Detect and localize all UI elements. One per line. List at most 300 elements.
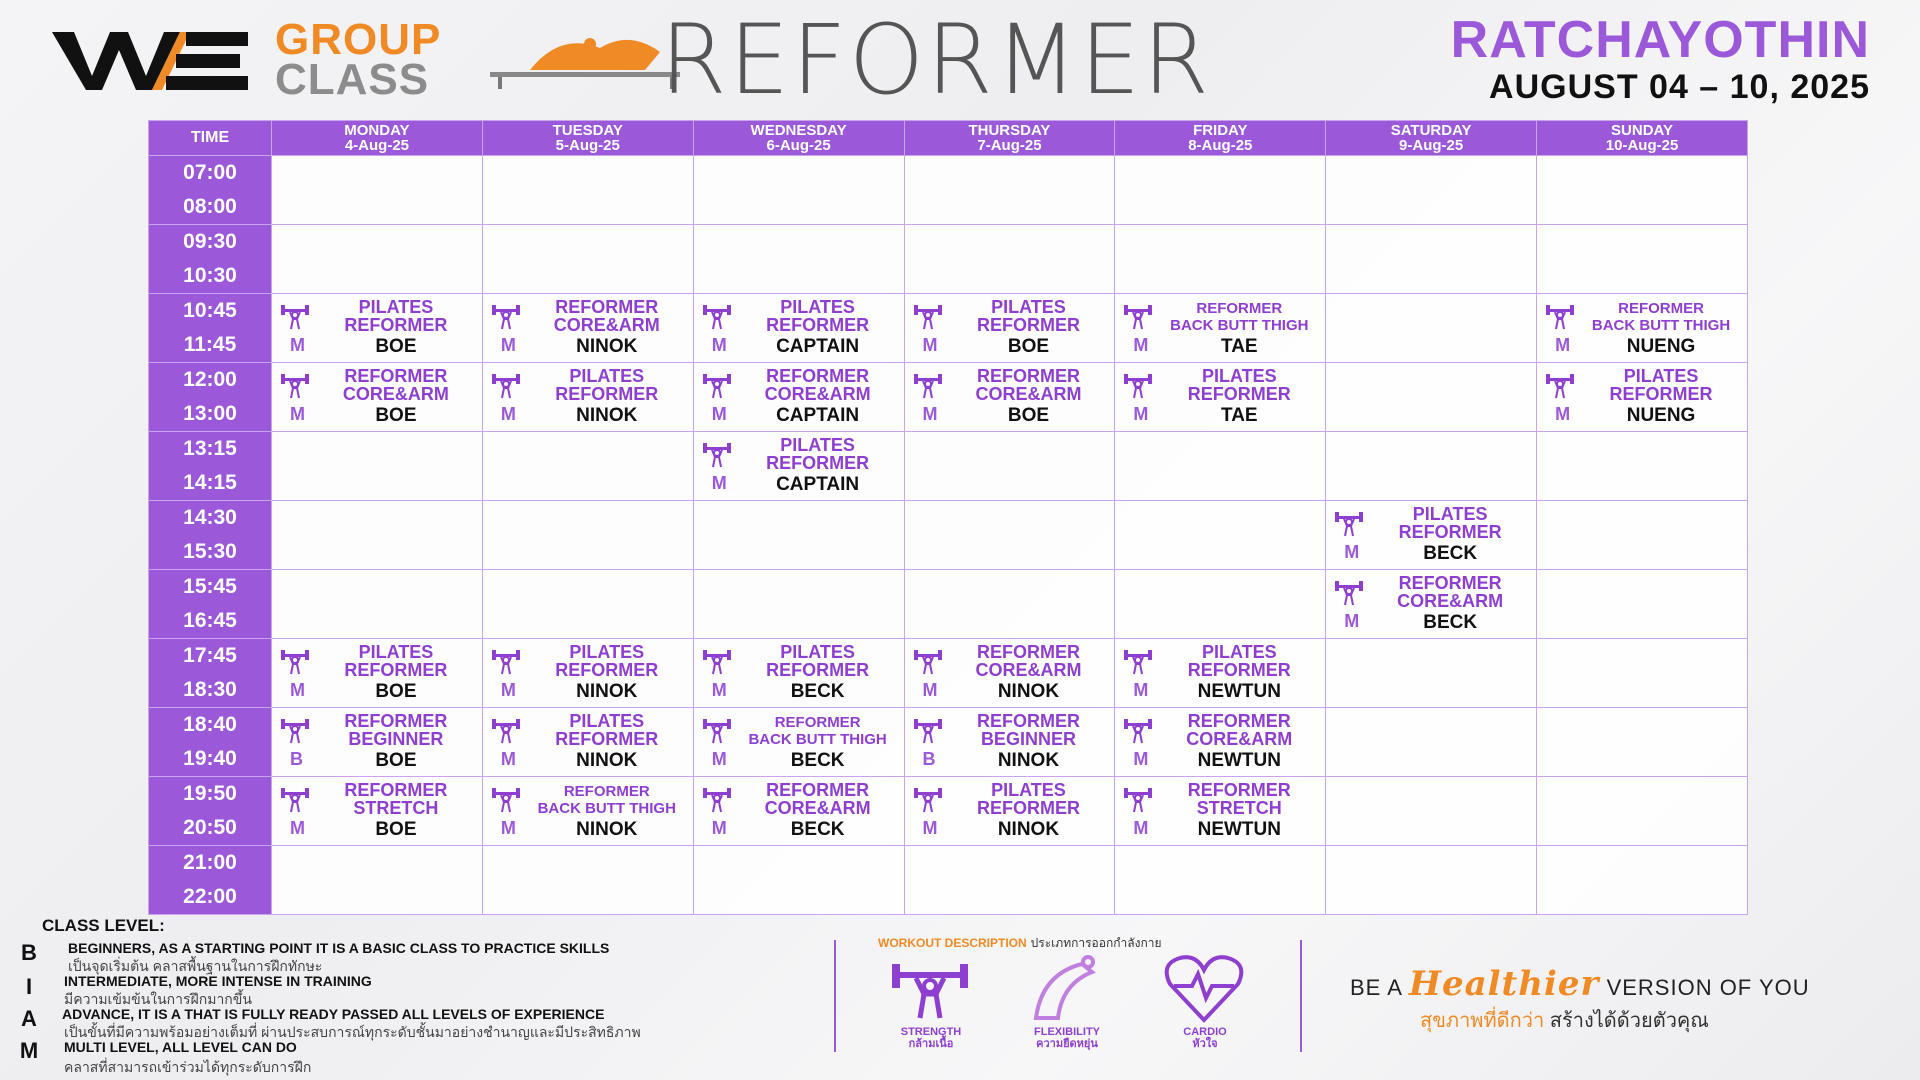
class-name-line2: REFORMER	[1187, 384, 1291, 404]
schedule-cell	[1537, 777, 1748, 846]
class-entry[interactable]	[1115, 777, 1325, 845]
class-name-line2: REFORMER	[344, 315, 448, 335]
schedule-cell	[1115, 708, 1326, 777]
class-name-line1: PILATES	[569, 711, 645, 731]
time-slot	[149, 501, 272, 570]
class-entry[interactable]	[1537, 363, 1747, 431]
strength-icon	[1334, 509, 1364, 537]
class-entry[interactable]	[272, 777, 482, 845]
class-name	[525, 367, 689, 403]
class-name	[314, 781, 478, 817]
class-entry[interactable]	[694, 363, 904, 431]
class-level: M	[500, 749, 516, 769]
class-name-line2: CORE&ARM	[764, 798, 871, 818]
table-row	[149, 156, 1748, 225]
trainer-name: NUENG	[1626, 336, 1696, 357]
class-entry[interactable]	[1115, 639, 1325, 707]
class-name-line2: CORE&ARM	[975, 384, 1082, 404]
class-entry[interactable]	[905, 777, 1115, 845]
table-row	[149, 846, 1748, 915]
class-name-line1: REFORMER	[976, 366, 1080, 386]
schedule-cell	[1537, 570, 1748, 639]
level-code-b: B	[21, 940, 37, 965]
schedule-cell	[1326, 501, 1537, 570]
time-start: 17:45	[183, 644, 237, 667]
class-name-line1: PILATES	[358, 642, 434, 662]
class-name-line1: REFORMER	[976, 711, 1080, 731]
strength-icon	[491, 302, 521, 330]
strength-icon	[1123, 647, 1153, 675]
day-date: 6-Aug-25	[766, 137, 831, 154]
schedule-cell	[482, 363, 693, 432]
time-slot	[149, 294, 272, 363]
class-name-line2: BEGINNER	[348, 729, 444, 749]
class-entry[interactable]	[483, 363, 693, 431]
schedule-cell	[1115, 501, 1326, 570]
class-name-line2: BACK BUTT THIGH	[1170, 317, 1309, 334]
schedule-cell	[482, 570, 693, 639]
schedule-cell	[693, 432, 904, 501]
level-code-m: M	[19, 1038, 39, 1063]
trainer-name: NEWTUN	[1197, 681, 1281, 702]
class-name-line2: REFORMER	[555, 729, 659, 749]
class-level: M	[922, 404, 938, 424]
class-name-line2: BACK BUTT THIGH	[1591, 317, 1731, 334]
class-name-line2: CORE&ARM	[1397, 591, 1504, 611]
strength-icon	[702, 440, 732, 468]
class-name	[947, 367, 1111, 403]
location-block	[1451, 12, 1870, 106]
class-level: M	[1555, 404, 1571, 424]
class-entry[interactable]	[272, 708, 482, 776]
schedule-grid	[148, 120, 1748, 915]
class-entry[interactable]	[905, 708, 1115, 776]
schedule-cell	[1326, 363, 1537, 432]
trainer-name: NINOK	[576, 750, 638, 771]
class-name	[1157, 367, 1321, 403]
class-entry[interactable]	[905, 363, 1115, 431]
class-name-line2: REFORMER	[1187, 660, 1291, 680]
class-level: B	[290, 749, 303, 769]
cardio-label: CARDIO หัวใจ	[1183, 1026, 1227, 1050]
class-name	[314, 643, 478, 679]
level-desc-i-th: มีความเข้มข้นในการฝึกมากขึ้น	[64, 991, 252, 1007]
class-name-line2: REFORMER	[344, 660, 448, 680]
schedule-cell	[1326, 639, 1537, 708]
class-name-line2: CORE&ARM	[553, 315, 660, 335]
class-name-line1: PILATES	[1412, 504, 1488, 524]
schedule-cell	[482, 639, 693, 708]
class-name-line1: REFORMER	[774, 714, 861, 731]
class-name	[736, 367, 900, 403]
time-start: 07:00	[183, 161, 237, 184]
trainer-name: BOE	[375, 405, 417, 426]
location-name: RATCHAYOTHIN	[1450, 11, 1870, 69]
time-slot	[149, 639, 272, 708]
class-name-line1: PILATES	[1201, 366, 1277, 386]
schedule-cell	[693, 363, 904, 432]
strength-icon	[913, 302, 943, 330]
schedule-cell	[482, 846, 693, 915]
strength-icon	[1123, 716, 1153, 744]
level-desc-b-th: เป็นจุดเริ่มต้น คลาสพื้นฐานในการฝึกทักษะ	[68, 958, 323, 974]
schedule-cell	[272, 156, 483, 225]
time-start: 13:15	[183, 437, 237, 460]
trainer-name: NEWTUN	[1197, 750, 1281, 771]
day-header-saturday	[1326, 121, 1537, 156]
schedule-cell	[1326, 225, 1537, 294]
flexibility-label: FLEXIBILITY ความยืดหยุ่น	[1034, 1026, 1100, 1050]
class-name-line1: REFORMER	[1187, 780, 1291, 800]
class-name-line2: REFORMER	[976, 315, 1080, 335]
class-entry[interactable]	[1537, 294, 1747, 362]
schedule-cell	[1115, 294, 1326, 363]
strength-icon	[280, 785, 310, 813]
day-name: MONDAY	[344, 122, 410, 139]
class-level: M	[1555, 335, 1571, 355]
class-name-line1: REFORMER	[766, 366, 870, 386]
schedule-cell	[904, 777, 1115, 846]
level-desc-a-th: เป็นขั้นที่มีความพร้อมอย่างเต็มที่ ผ่านประสบการณ์ทุกระดับชั้นมาอย่างชำนาญและมีประสิทธิภาพ	[64, 1024, 641, 1040]
table-row	[149, 225, 1748, 294]
class-name-line1: REFORMER	[976, 642, 1080, 662]
strength-label: STRENGTH กล้ามเนื้อ	[900, 1026, 962, 1050]
schedule-cell	[1326, 846, 1537, 915]
class-entry[interactable]	[483, 777, 693, 845]
time-start: 15:45	[183, 575, 237, 598]
class-name	[1157, 300, 1321, 334]
class-entry[interactable]	[483, 708, 693, 776]
schedule-cell	[272, 432, 483, 501]
time-start: 10:45	[183, 299, 237, 322]
class-entry[interactable]	[272, 294, 482, 362]
schedule-cell	[693, 708, 904, 777]
strength-icon	[280, 371, 310, 399]
class-name-line1: PILATES	[780, 642, 855, 662]
class-level: M	[711, 473, 727, 493]
class-level: M	[1133, 680, 1149, 700]
schedule-cell	[1115, 570, 1326, 639]
class-name-line1: PILATES	[780, 297, 855, 317]
class-name-line2: REFORMER	[1609, 384, 1713, 404]
time-end: 14:15	[183, 471, 237, 494]
class-name-line2: BACK BUTT THIGH	[748, 731, 887, 748]
trainer-name: NEWTUN	[1197, 819, 1281, 840]
class-name	[947, 643, 1111, 679]
class-name-line2: REFORMER	[766, 315, 870, 335]
trainer-name: NINOK	[997, 750, 1060, 771]
schedule-cell	[904, 846, 1115, 915]
strength-icon	[491, 716, 521, 744]
schedule-cell	[1537, 708, 1748, 777]
schedule-cell	[272, 708, 483, 777]
level-code-a: A	[21, 1006, 37, 1031]
class-entry[interactable]	[1115, 294, 1325, 362]
class-name-line2: CORE&ARM	[764, 384, 871, 404]
strength-icon	[913, 785, 943, 813]
time-start: 12:00	[183, 368, 237, 391]
schedule-cell	[904, 570, 1115, 639]
schedule-cell	[1115, 225, 1326, 294]
table-row	[149, 708, 1748, 777]
trainer-name: CAPTAIN	[776, 474, 860, 495]
trainer-name: BOE	[375, 750, 417, 771]
day-name: THURSDAY	[968, 122, 1051, 139]
time-slot	[149, 846, 272, 915]
schedule-cell	[272, 225, 483, 294]
schedule-cell	[1115, 639, 1326, 708]
class-name-line1: PILATES	[358, 297, 434, 317]
class-entry[interactable]	[1115, 708, 1325, 776]
schedule-cell	[1115, 156, 1326, 225]
class-entry[interactable]	[1326, 570, 1536, 638]
level-desc-m-th: คลาสที่สามารถเข้าร่วมได้ทุกระดับการฝึก	[64, 1059, 312, 1075]
strength-icon	[1545, 371, 1575, 399]
class-name	[525, 783, 689, 817]
level-code-i: I	[25, 974, 33, 999]
level-desc-b: BEGINNERS, AS A STARTING POINT IT IS A BASIC CLASS TO PRACTICE SKILLS	[68, 940, 610, 956]
slogan: BE A Healthier VERSION OF YOU	[1350, 964, 1810, 1004]
trainer-name: TAE	[1221, 336, 1258, 357]
schedule-cell	[1115, 846, 1326, 915]
schedule-cell	[1537, 363, 1748, 432]
trainer-name: CAPTAIN	[776, 336, 860, 357]
trainer-name: NINOK	[576, 819, 638, 840]
schedule-cell	[693, 501, 904, 570]
class-name-line1: REFORMER	[344, 780, 448, 800]
class-name	[736, 714, 900, 748]
time-end: 13:00	[183, 402, 237, 425]
strength-icon	[280, 302, 310, 330]
class-level: M	[290, 335, 305, 355]
schedule-cell	[1537, 156, 1748, 225]
schedule-cell	[693, 846, 904, 915]
class-level: M	[1344, 542, 1360, 562]
class-name	[947, 298, 1111, 334]
schedule-cell	[693, 570, 904, 639]
class-name	[1157, 712, 1321, 748]
schedule-cell	[272, 294, 483, 363]
day-header-friday	[1115, 121, 1326, 156]
class-entry[interactable]	[694, 777, 904, 845]
strength-icon	[702, 647, 732, 675]
class-entry[interactable]	[1326, 501, 1536, 569]
level-desc-i: INTERMEDIATE, MORE INTENSE IN TRAINING	[64, 973, 372, 989]
time-end: 08:00	[183, 195, 237, 218]
class-name-line2: REFORMER	[766, 453, 870, 473]
schedule-cell	[904, 432, 1115, 501]
class-name	[314, 298, 478, 334]
class-name-line1: PILATES	[569, 366, 645, 386]
class-level: M	[711, 335, 727, 355]
class-name-line2: BEGINNER	[980, 729, 1076, 749]
schedule-cell	[1326, 570, 1537, 639]
class-entry[interactable]	[272, 363, 482, 431]
schedule-cell	[904, 294, 1115, 363]
we-logo	[52, 28, 252, 94]
class-name-line1: PILATES	[780, 435, 855, 455]
strength-icon	[913, 647, 943, 675]
trainer-name: BOE	[375, 336, 417, 357]
schedule-cell	[693, 225, 904, 294]
class-level: M	[711, 749, 727, 769]
time-end: 19:40	[183, 747, 237, 770]
time-slot	[149, 363, 272, 432]
class-level: M	[500, 680, 516, 700]
time-slot	[149, 225, 272, 294]
class-name	[947, 712, 1111, 748]
class-name-line2: CORE&ARM	[975, 660, 1082, 680]
schedule-cell	[482, 225, 693, 294]
strength-icon	[886, 954, 974, 1024]
day-header-sunday	[1537, 121, 1748, 156]
trainer-name: BECK	[790, 681, 845, 702]
class-entry[interactable]	[694, 639, 904, 707]
schedule-cell	[1537, 294, 1748, 363]
class-name	[736, 298, 900, 334]
class-level: M	[711, 818, 727, 838]
class-level: M	[922, 818, 938, 838]
class-name-line2: CORE&ARM	[342, 384, 449, 404]
day-header-tuesday	[482, 121, 693, 156]
schedule-cell	[904, 156, 1115, 225]
trainer-name: NINOK	[997, 819, 1060, 840]
class-name-line2: CORE&ARM	[1186, 729, 1293, 749]
schedule-cell	[1115, 432, 1326, 501]
schedule-cell	[693, 156, 904, 225]
class-entry[interactable]	[272, 639, 482, 707]
strength-icon	[702, 716, 732, 744]
class-entry[interactable]	[483, 294, 693, 362]
class-name-line1: REFORMER	[1196, 300, 1283, 317]
header-row	[149, 121, 1748, 156]
day-name: TUESDAY	[552, 122, 623, 139]
strength-icon	[491, 371, 521, 399]
class-level: M	[922, 335, 938, 355]
class-name-line1: REFORMER	[1398, 573, 1502, 593]
class-name	[1368, 574, 1532, 610]
time-slot	[149, 570, 272, 639]
class-level: M	[1344, 611, 1360, 631]
class-name	[314, 712, 478, 748]
divider-right	[1300, 940, 1302, 1052]
class-name-line1: PILATES	[1201, 642, 1277, 662]
class-entry[interactable]	[694, 708, 904, 776]
class-name-line2: BACK BUTT THIGH	[537, 800, 676, 817]
trainer-name: NINOK	[576, 405, 638, 426]
trainer-name: NUENG	[1626, 405, 1696, 426]
trainer-name: NINOK	[576, 336, 638, 357]
level-desc-a: ADVANCE, IT IS A THAT IS FULLY READY PASSED ALL LEVELS OF EXPERIENCE	[62, 1006, 605, 1022]
schedule-cell	[272, 501, 483, 570]
class-name	[736, 436, 900, 472]
footer	[0, 912, 1920, 1080]
time-end: 20:50	[183, 816, 237, 839]
trainer-name: TAE	[1221, 405, 1258, 426]
class-level: M	[1133, 749, 1149, 769]
class-name-line1: REFORMER	[344, 366, 448, 386]
cardio-icon	[1160, 954, 1248, 1024]
class-name	[736, 781, 900, 817]
table-row	[149, 639, 1748, 708]
trainer-name: NINOK	[576, 681, 638, 702]
reformer-title: REFORMER	[660, 4, 1212, 116]
class-level: M	[711, 680, 727, 700]
time-end: 11:45	[183, 333, 237, 356]
strength-icon	[1123, 371, 1153, 399]
class-name-line1: REFORMER	[766, 780, 870, 800]
class-name-line1: PILATES	[991, 780, 1066, 800]
schedule-cell	[272, 777, 483, 846]
day-name: SUNDAY	[1611, 122, 1674, 139]
class-entry[interactable]	[694, 294, 904, 362]
schedule-cell	[904, 708, 1115, 777]
class-entry[interactable]	[1115, 363, 1325, 431]
class-entry[interactable]	[905, 294, 1115, 362]
time-start: 21:00	[183, 851, 237, 874]
class-name	[525, 298, 689, 334]
schedule-cell	[1537, 225, 1748, 294]
slogan-thai: สุขภาพที่ดีกว่า สร้างได้ด้วยตัวคุณ	[1420, 1010, 1709, 1032]
class-name	[1579, 367, 1743, 403]
schedule-cell	[1537, 639, 1748, 708]
class-name-line2: REFORMER	[1398, 522, 1502, 542]
day-header-thursday	[904, 121, 1115, 156]
class-level: M	[290, 680, 305, 700]
class-name-line2: STRETCH	[353, 798, 439, 818]
time-slot	[149, 156, 272, 225]
schedule-cell	[693, 294, 904, 363]
time-slot	[149, 432, 272, 501]
table-row	[149, 501, 1748, 570]
schedule-cell	[1537, 432, 1748, 501]
class-entry[interactable]	[694, 432, 904, 500]
table-row	[149, 432, 1748, 501]
class-level-title: CLASS LEVEL:	[42, 916, 165, 935]
trainer-name: BOE	[375, 681, 417, 702]
table-row	[149, 363, 1748, 432]
strength-icon	[702, 371, 732, 399]
strength-icon	[913, 371, 943, 399]
class-level: M	[922, 680, 938, 700]
class-entry[interactable]	[483, 639, 693, 707]
class-level: M	[290, 404, 305, 424]
schedule-cell	[1326, 294, 1537, 363]
schedule-cell	[482, 708, 693, 777]
trainer-name: BECK	[1423, 612, 1478, 633]
class-name-line1: REFORMER	[1618, 300, 1704, 317]
class-level: M	[711, 404, 727, 424]
class-level: M	[1133, 335, 1149, 355]
schedule-cell	[904, 363, 1115, 432]
schedule-cell	[482, 294, 693, 363]
day-name: SATURDAY	[1390, 122, 1472, 139]
trainer-name: NINOK	[997, 681, 1060, 702]
trainer-name: BECK	[1423, 543, 1478, 564]
strength-icon	[1123, 302, 1153, 330]
class-name-line2: REFORMER	[766, 660, 870, 680]
strength-icon	[1334, 578, 1364, 606]
class-name	[314, 367, 478, 403]
schedule-cell	[693, 777, 904, 846]
class-level: B	[922, 749, 936, 769]
schedule-cell	[1537, 501, 1748, 570]
schedule-cell	[1326, 156, 1537, 225]
strength-icon	[280, 716, 310, 744]
day-date: 7-Aug-25	[977, 137, 1042, 154]
class-entry[interactable]	[905, 639, 1115, 707]
class-name-line1: REFORMER	[1187, 711, 1291, 731]
